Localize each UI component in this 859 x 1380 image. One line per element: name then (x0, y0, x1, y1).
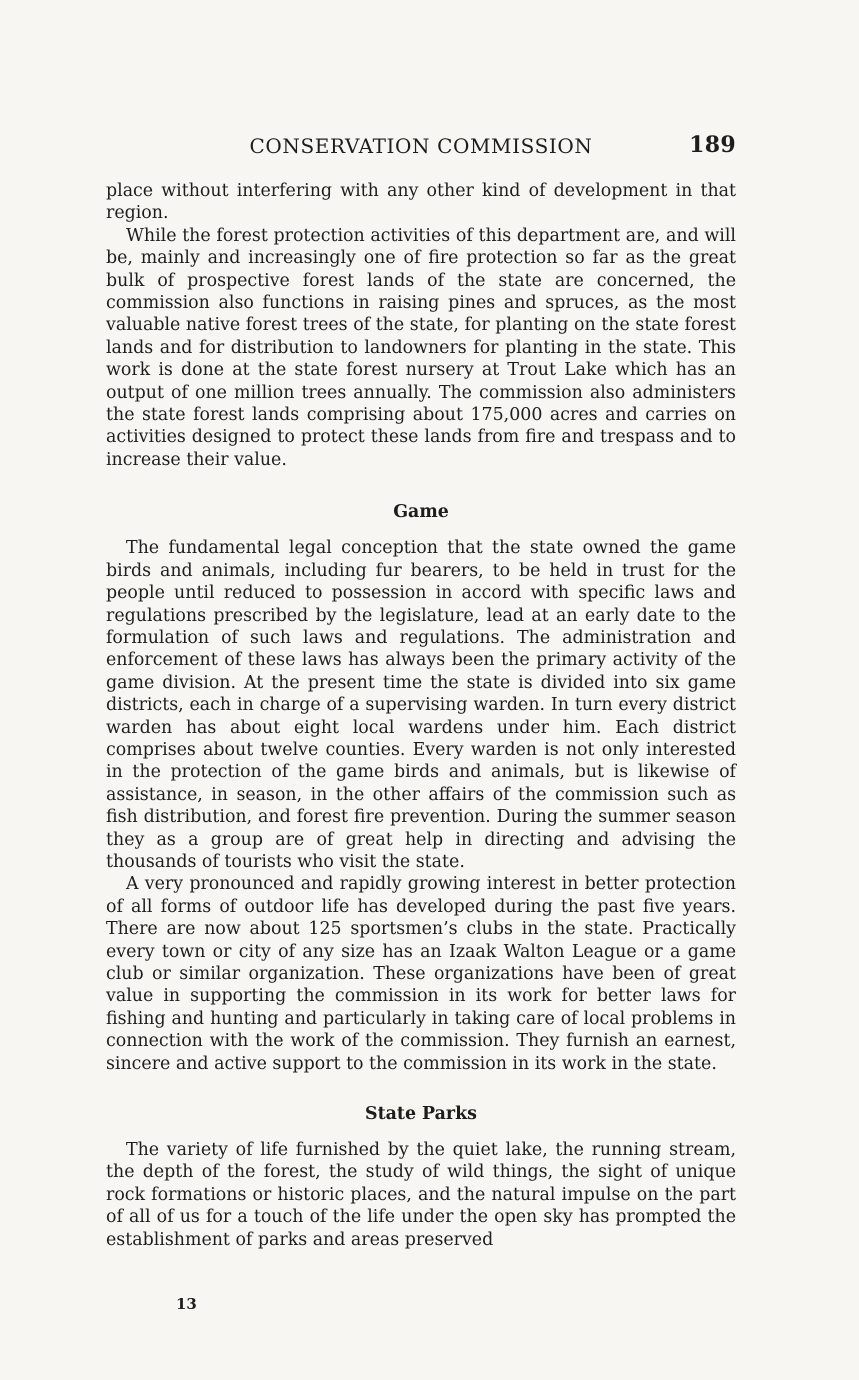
paragraph-game-clubs: A very pronounced and rapidly growing interest in better protection of all forms of outdoor life has developed during the past five years. There are now about 125 sportsmen’s clubs in the state. Practically every town or city of any size has an Izaak Walton League or a game club or similar organization. These organizations have been of great value in supporting the commission in its work for better laws for fishing and hunting and particularly in taking care of local problems in connection with the work of the commission. They furnish an earnest, sincere and active support to the commission in its work in the state. (106, 874, 736, 1074)
running-head (106, 130, 736, 166)
paragraph-forest-protection: While the forest protection activities of this department are, and will be, mainly and increasingly one of fire protection so far as the great bulk of prospective forest lands of the state are concerned, the commission also functions in raising pines and spruces, as the most valuable native forest trees of the state, for planting on the state forest lands and for distribution to landowners for planting in the state. This work is done at the state forest nursery at Trout Lake which has an output of one million trees annually. The commission also administers the state forest lands comprising about 175,000 acres and carries on activities designed to protect these lands from fire and trespass and to increase their value. (106, 225, 736, 470)
section-heading-state-parks: State Parks (365, 1104, 477, 1125)
page-number: 189 (689, 132, 736, 158)
signature-mark: 13 (176, 1295, 197, 1313)
paragraph-intro-continued: place without interfering with any other kind of development in that region. (106, 181, 736, 224)
paragraph-parks-variety: The variety of life furnished by the quiet lake, the running stream, the depth of the forest, the study of wild things, the sight of unique rock formations or historic places, and the natural impulse on the part of all of us for a touch of the life under the open sky has prompted the establishment of parks and areas preserved (106, 1140, 736, 1250)
section-heading-game: Game (393, 502, 449, 523)
page (106, 130, 736, 1251)
paragraph-game-legal: The fundamental legal conception that the state owned the game birds and animals, including fur bearers, to be held in trust for the people until reduced to possession in accord with specific laws and regulations prescribed by the legislature, lead at an early date to the formulation of such laws and regulations. The administration and enforcement of these laws has always been the primary activity of the game division. At the present time the state is divided into six game districts, each in charge of a supervising warden. In turn every district warden has about eight local wardens under him. Each district comprises about twelve counties. Every warden is not only interested in the protection of the game birds and animals, but is likewise of assistance, in season, in the other affairs of the commission such as fish distribution, and forest fire prevention. During the summer season they as a group are of great help in directing and advising the thousands of tourists who visit the state. (106, 538, 736, 872)
page-title: CONSERVATION COMMISSION (249, 134, 593, 158)
